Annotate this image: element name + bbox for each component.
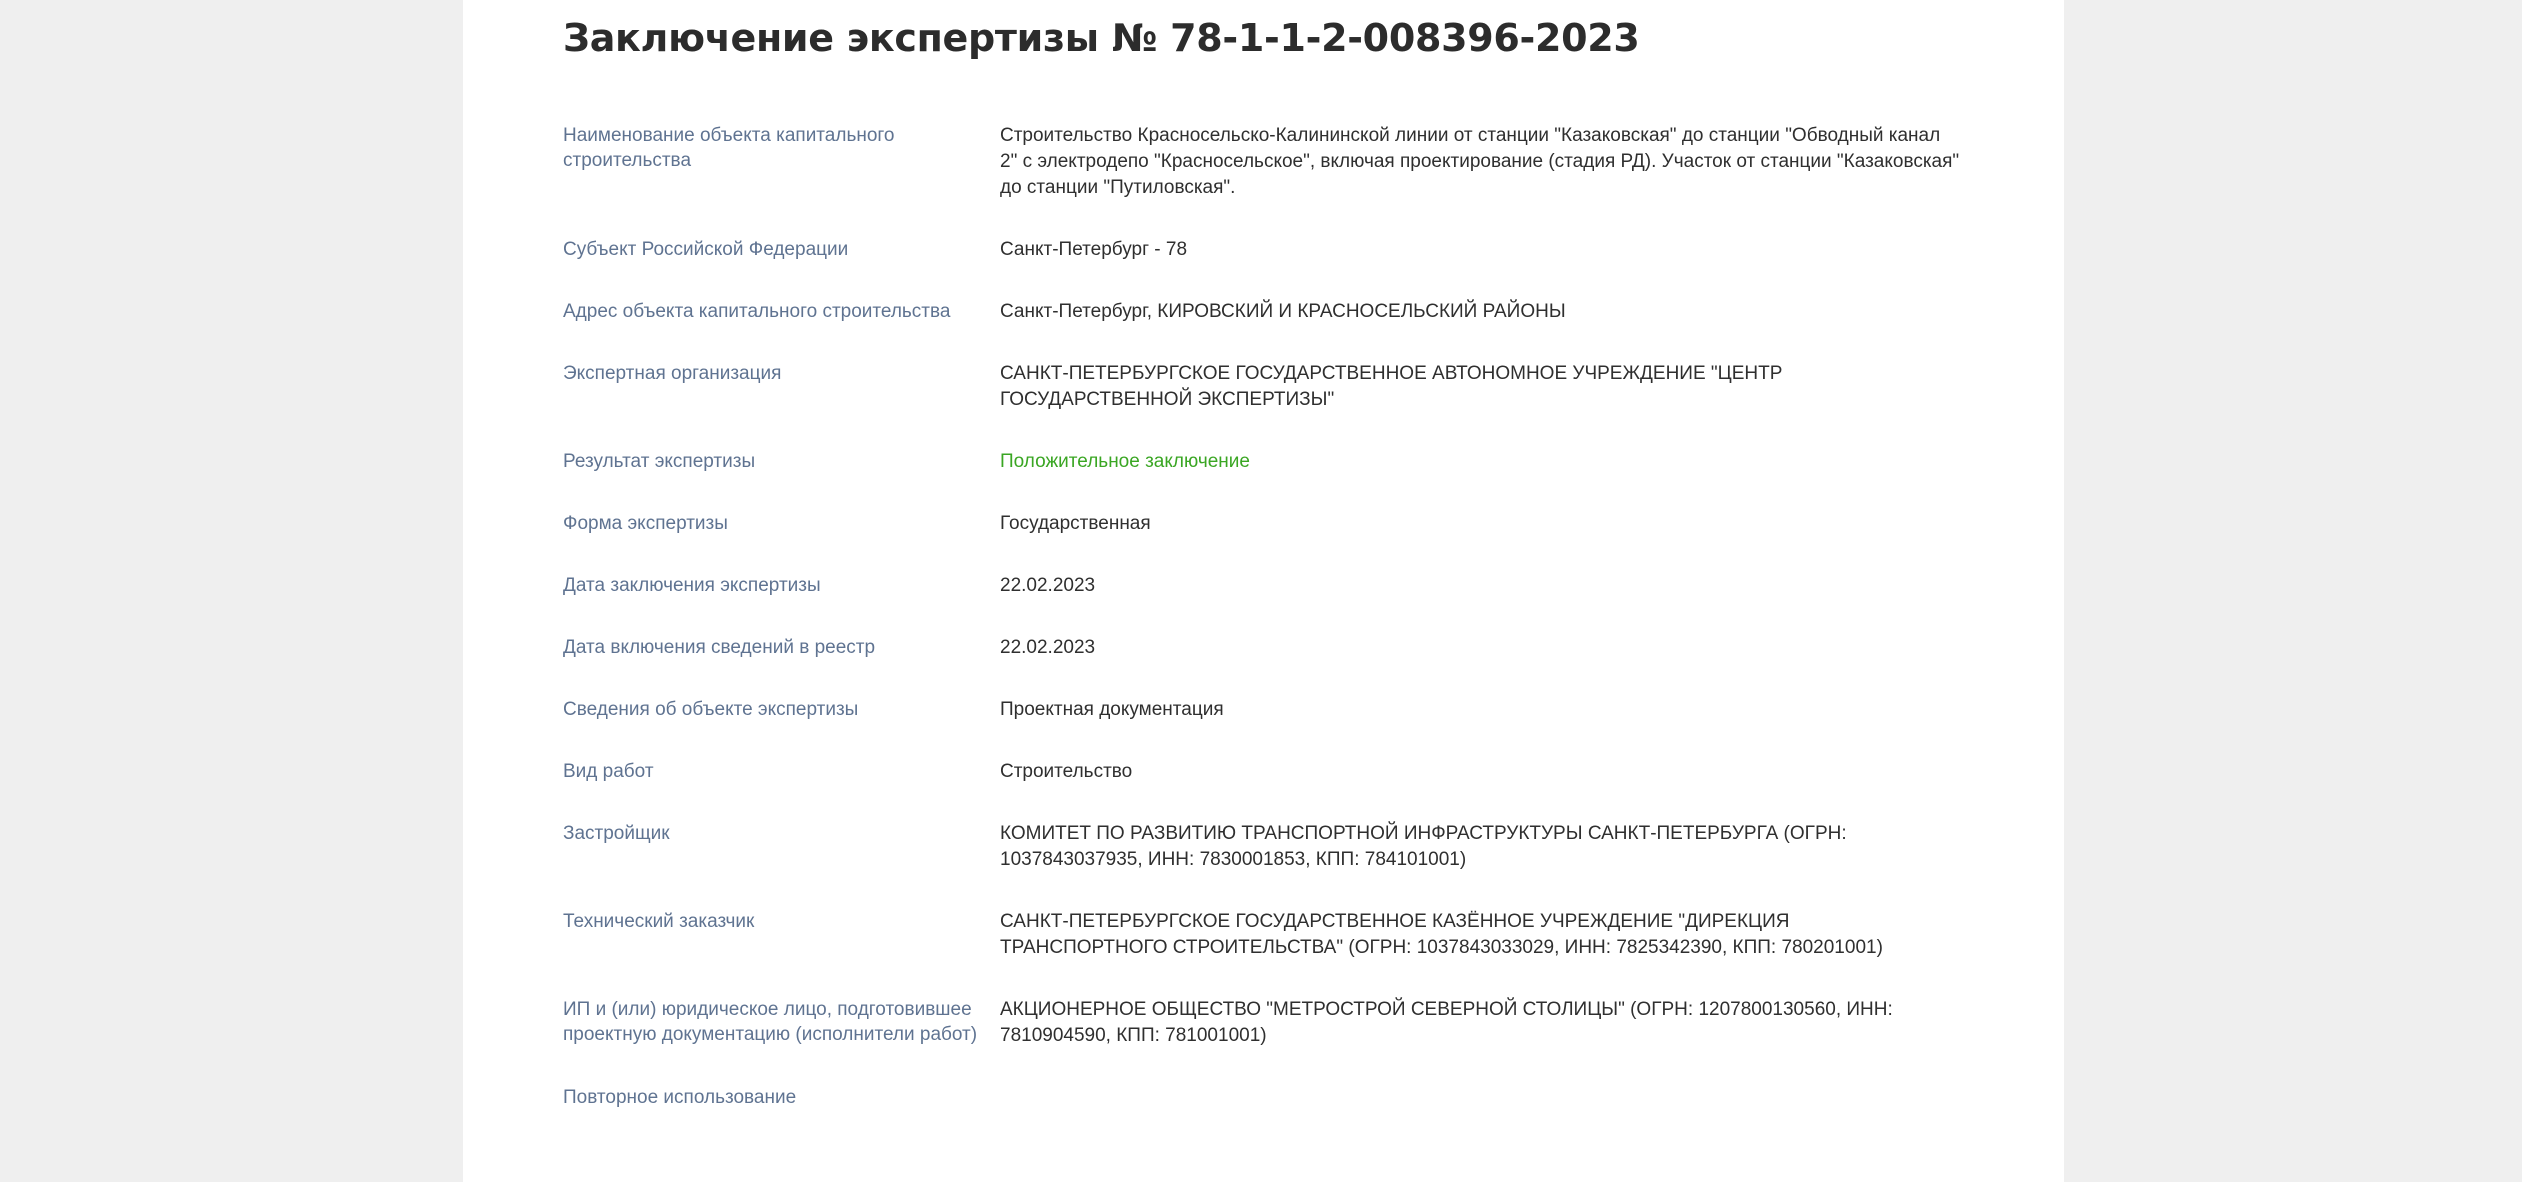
field-value: Строительство [1000,761,1133,782]
row-design-contractor [563,997,2023,1049]
row-expertise-result [563,449,2023,475]
field-value: АКЦИОНЕРНОЕ ОБЩЕСТВО "МЕТРОСТРОЙ СЕВЕРНОЙ СТОЛИЦЫ" (ОГРН: 1207800130560, ИНН: 7810904590, КПП: 781001001) [1000,999,1893,1046]
field-value: 22.02.2023 [1000,575,1096,596]
row-expertise-form [563,511,2023,537]
field-value: КОМИТЕТ ПО РАЗВИТИЮ ТРАНСПОРТНОЙ ИНФРАСТРУКТУРЫ САНКТ-ПЕТЕРБУРГА (ОГРН: 1037843037935, ИНН: 7830001853, КПП: 784101001) [1000,823,1847,870]
field-label: Адрес объекта капитального строительства [563,301,951,322]
field-label: Вид работ [563,761,654,782]
field-label: Результат экспертизы [563,451,756,472]
field-value: Санкт-Петербург, КИРОВСКИЙ И КРАСНОСЕЛЬСКИЙ РАЙОНЫ [1000,301,1566,322]
field-label: Дата заключения экспертизы [563,575,821,596]
field-value: Санкт-Петербург - 78 [1000,239,1188,260]
row-developer [563,821,2023,873]
row-expertise-object [563,697,2023,723]
row-federal-subject [563,237,2023,263]
row-reuse [563,1085,2023,1110]
details-list [563,123,2023,1146]
field-label: Застройщик [563,823,670,844]
field-label: Технический заказчик [563,911,755,932]
row-technical-customer [563,909,2023,961]
page-title: Заключение экспертизы № 78-1-1-2-008396-2023 [563,16,1640,60]
field-value: Государственная [1000,513,1151,534]
field-label: Экспертная организация [563,363,782,384]
field-value: Проектная документация [1000,699,1224,720]
row-work-type [563,759,2023,785]
field-label: Наименование объекта капитального строительства [563,125,895,171]
row-registry-date [563,635,2023,661]
row-object-address [563,299,2023,325]
field-label: Дата включения сведений в реестр [563,637,876,658]
field-label: ИП и (или) юридическое лицо, подготовившее проектную документацию (исполнители работ) [563,999,978,1045]
field-value: Строительство Красносельско-Калининской линии от станции "Казаковская" до станции "Обводный канал 2" с электродепо "Красносельское", включая проектирование (стадия РД). Участок от станции "Казаковская" до станции "Путиловская". [1000,125,1960,198]
row-conclusion-date [563,573,2023,599]
field-value: САНКТ-ПЕТЕРБУРГСКОЕ ГОСУДАРСТВЕННОЕ КАЗЁННОЕ УЧРЕЖДЕНИЕ "ДИРЕКЦИЯ ТРАНСПОРТНОГО СТРОИТЕЛЬСТВА" (ОГРН: 1037843033029, ИНН: 7825342390, КПП: 780201001) [1000,911,1883,958]
field-label: Субъект Российской Федерации [563,239,849,260]
field-label: Повторное использование [563,1087,797,1108]
field-value: 22.02.2023 [1000,637,1096,658]
row-expert-organization [563,361,2023,413]
document-page [463,0,2064,1182]
field-label: Форма экспертизы [563,513,728,534]
result-status: Положительное заключение [1000,451,1250,472]
field-label: Сведения об объекте экспертизы [563,699,859,720]
row-object-name [563,123,2023,201]
field-value: САНКТ-ПЕТЕРБУРГСКОЕ ГОСУДАРСТВЕННОЕ АВТОНОМНОЕ УЧРЕЖДЕНИЕ "ЦЕНТР ГОСУДАРСТВЕННОЙ ЭКСПЕРТИЗЫ" [1000,363,1783,410]
